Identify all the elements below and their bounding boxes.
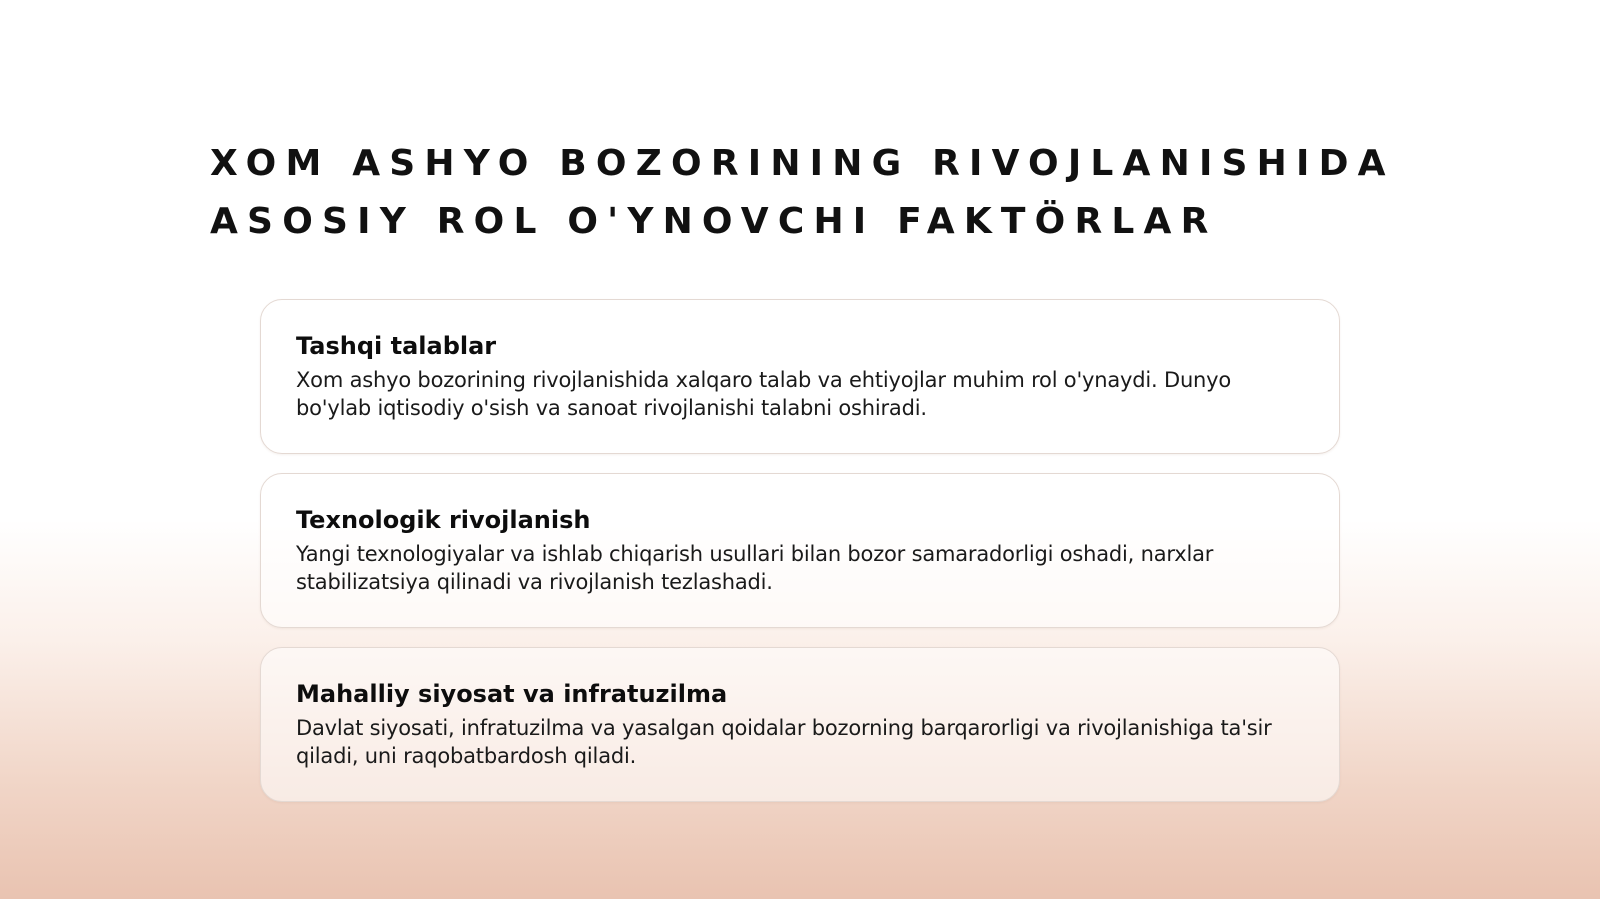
card-title: Tashqi talablar (296, 332, 497, 360)
factor-cards (260, 299, 1340, 821)
factor-card-technology (260, 473, 1340, 628)
card-text: Yangi texnologiyalar va ishlab chiqarish usullari bilan bozor samaradorligi oshadi, narxlar stabilizatsiya qilinadi va rivojlanish tezlashadi. (296, 542, 1214, 594)
factor-card-external-demand (260, 299, 1340, 454)
card-text: Davlat siyosati, infratuzilma va yasalgan qoidalar bozorning barqarorligi va rivojlanishiga ta'sir qiladi, uni raqobatbardosh qiladi. (296, 716, 1272, 768)
slide-title-line-2: ASOSIY ROL O'YNOVCHI FAKTÖRLAR (210, 201, 1218, 242)
card-title: Texnologik rivojlanish (296, 506, 591, 534)
slide-title-line-1: XOM ASHYO BOZORINING RIVOJLANISHIDA (210, 143, 1395, 184)
card-title: Mahalliy siyosat va infratuzilma (296, 680, 728, 708)
slide-title (210, 135, 1470, 251)
card-text: Xom ashyo bozorining rivojlanishida xalqaro talab va ehtiyojlar muhim rol o'ynaydi. Dunyo bo'ylab iqtisodiy o'sish va sanoat rivojlanishi talabni oshiradi. (296, 368, 1232, 420)
factor-card-local-policy (260, 647, 1340, 802)
